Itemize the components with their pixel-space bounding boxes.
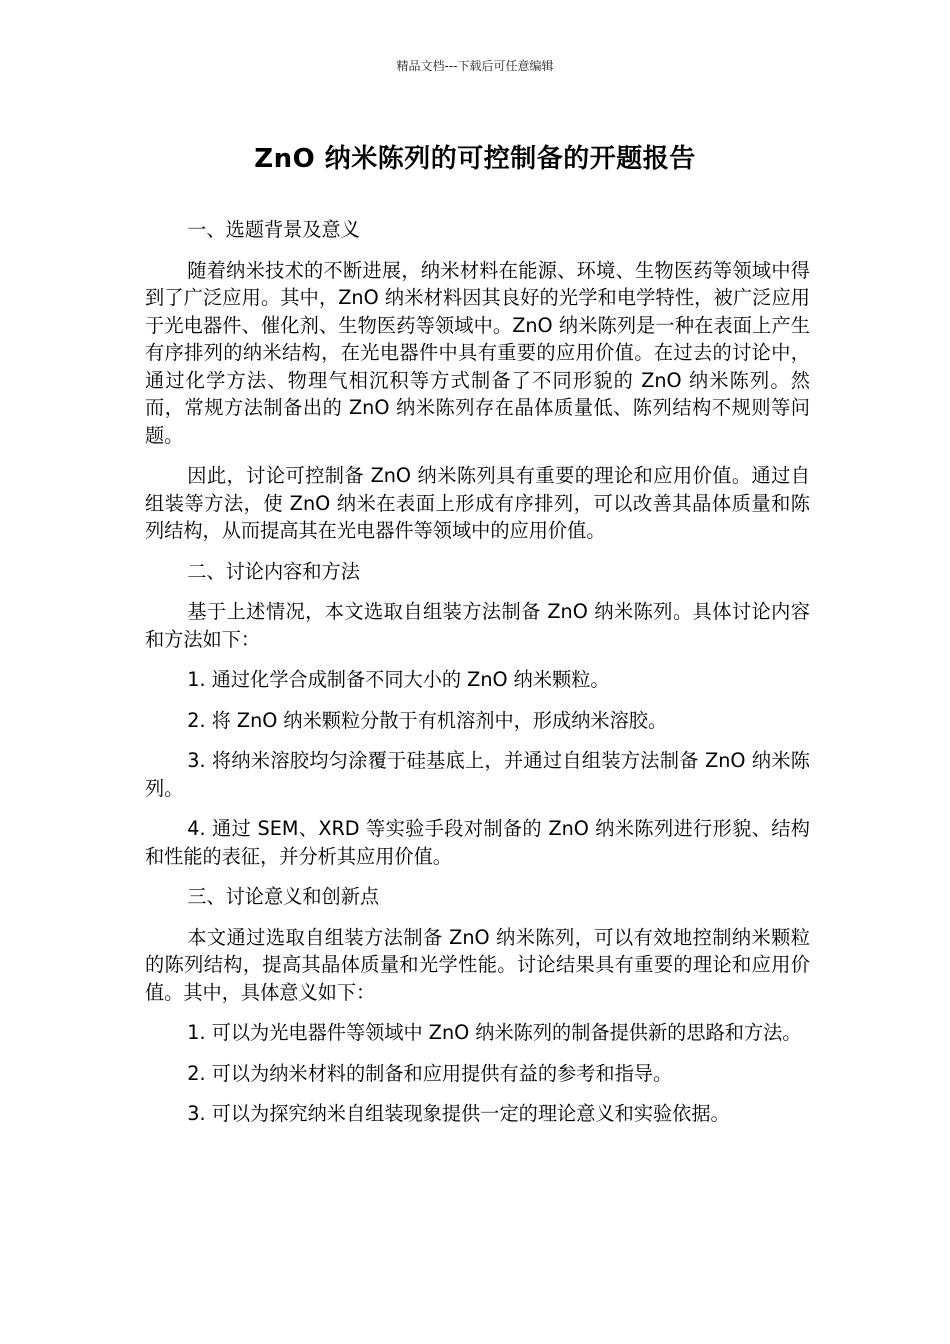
paragraph-significance: 因此，讨论可控制备 ZnO 纳米陈列具有重要的理论和应用价值。通过自组装等方法，使 ZnO 纳米在表面上形成有序排列，可以改善其晶体质量和陈列结构，从而提高其在光电器件等领域中的应用价值。 xyxy=(145,464,810,542)
paragraph-methods-intro: 基于上述情况，本文选取自组装方法制备 ZnO 纳米陈列。具体讨论内容和方法如下： xyxy=(145,600,810,651)
list-item-significance-1: 1. 可以为光电器件等领域中 ZnO 纳米陈列的制备提供新的思路和方法。 xyxy=(187,1021,802,1044)
list-item-method-4: 4. 通过 SEM、XRD 等实验手段对制备的 ZnO 纳米陈列进行形貌、结构和性能的表征，并分析其应用价值。 xyxy=(145,817,810,868)
document-body xyxy=(145,216,810,1141)
list-item-significance-2: 2. 可以为纳米材料的制备和应用提供有益的参考和指导。 xyxy=(187,1061,673,1085)
page-header: 精品文档---下载后可任意编辑 xyxy=(396,59,554,73)
list-item-method-1: 1. 通过化学合成制备不同大小的 ZnO 纳米颗粒。 xyxy=(187,668,610,691)
section-heading-innovation: 三、讨论意义和创新点 xyxy=(187,885,380,908)
paragraph-innovation-intro: 本文通过选取自组装方法制备 ZnO 纳米陈列，可以有效地控制纳米颗粒的陈列结构，提高其晶体质量和光学性能。讨论结果具有重要的理论和应用价值。其中，具体意义如下： xyxy=(145,925,810,1004)
list-item-significance-3: 3. 可以为探究纳米自组装现象提供一定的理论意义和实验依据。 xyxy=(187,1102,730,1125)
section-heading-methods: 二、讨论内容和方法 xyxy=(187,559,360,583)
document-title: ZnO 纳米陈列的可控制备的开题报告 xyxy=(254,144,696,174)
list-item-method-3: 3. 将纳米溶胶均匀涂覆于硅基底上，并通过自组装方法制备 ZnO 纳米陈列。 xyxy=(145,749,810,800)
paragraph-background: 随着纳米技术的不断进展，纳米材料在能源、环境、生物医药等领域中得到了广泛应用。其中，ZnO 纳米材料因其良好的光学和电学特性，被广泛应用于光电器件、催化剂、生物医药等领域中。ZnO 纳米陈列是一种在表面上产生有序排列的纳米结构，在光电器件中具有重要的应用价值。在过去的讨论中，通过化学方法、物理气相沉积等方式制备了不同形貌的 ZnO 纳米陈列。然而，常规方法制备出的 ZnO 纳米陈列存在晶体质量低、陈列结构不规则等问题。 xyxy=(145,258,810,447)
section-heading-background: 一、选题背景及意义 xyxy=(187,218,360,241)
list-item-method-2: 2. 将 ZnO 纳米颗粒分散于有机溶剂中，形成纳米溶胶。 xyxy=(187,708,668,732)
